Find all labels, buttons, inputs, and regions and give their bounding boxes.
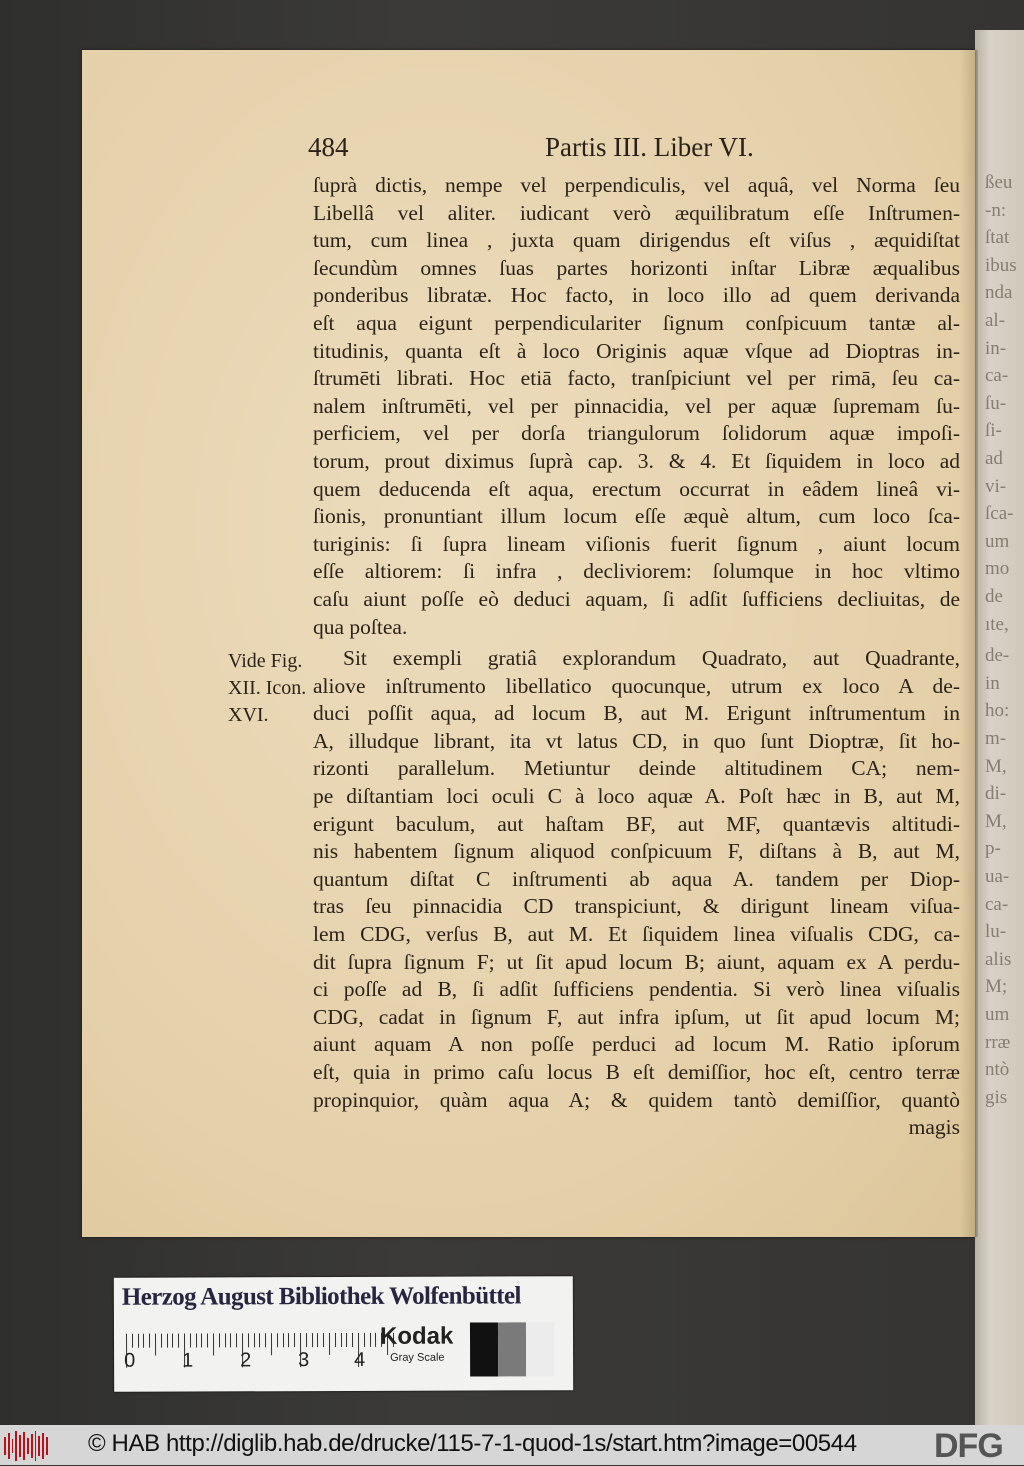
bleed-fragment: m- [985, 728, 1007, 749]
text-line: tum, cum linea , juxta quam dirigendus eſt viſus , æquidiſtat [313, 228, 960, 253]
bleed-fragment: lu- [985, 921, 1007, 943]
bleed-fragment: ca- [985, 893, 1009, 915]
margin-note-line: Vide Fig. [228, 650, 303, 672]
text-line: A, illudque librant, ita vt latus CD, in quo ſunt Dioptræ, ſit ho- [313, 728, 960, 753]
ruler-tick [190, 1334, 191, 1348]
library-name: Herzog August Bibliothek Wolfenbüttel [121, 1282, 521, 1311]
bleed-fragment: ſu- [985, 392, 1007, 414]
text-line: quem deducenda eſt aqua, erectum occurrat in eâdem lineâ vi- [313, 476, 960, 501]
ruler-tick [329, 1333, 330, 1355]
bleed-fragment: mo [985, 558, 1010, 580]
bleed-fragment: ca- [985, 365, 1009, 387]
kodak-logo: Kodak [379, 1322, 454, 1350]
ruler-tick [323, 1333, 324, 1347]
text-line: turiginis: ſi ſupra lineam viſionis fuerit ſignum , aiunt locum [313, 531, 960, 556]
body-text [313, 172, 960, 1142]
logo-bar [46, 1437, 48, 1455]
ruler-tick [271, 1333, 272, 1355]
bleed-fragment: alis [985, 948, 1012, 970]
text-line: ponderibus libratæ. Hoc facto, in loco illo ad quem derivanda [313, 283, 960, 308]
text-line: propinquior, quàm aqua A; & quidem tantò demiſſior, quantò [313, 1087, 960, 1112]
running-head: Partis III. Liber VI. [545, 132, 754, 162]
ruler-tick [265, 1333, 266, 1347]
bleed-fragment: ſca- [985, 503, 1014, 525]
logo-bar [15, 1431, 17, 1461]
bleed-fragment: um [985, 1004, 1010, 1025]
ruler-number: 1 [182, 1349, 194, 1372]
text-line: torum, prout diximus ſuprà cap. 3. & 4. Et ſiquidem in loco ad [313, 448, 960, 473]
bleed-fragment: M, [985, 810, 1007, 832]
text-line: caſu aiunt poſſe eò deduci aquam, ſi adſit ſufficiens decliuitas, de [313, 586, 960, 611]
text-line: dit ſupra ſignum F; ut ſit apud locum B; aiunt, aquam ex A perdu- [313, 949, 960, 974]
bleed-fragment: vi- [985, 475, 1007, 497]
bleed-fragment: p- [985, 838, 1001, 860]
bleed-fragment: ibus [985, 254, 1017, 276]
text-line: magis [908, 1115, 960, 1140]
ruler-tick [335, 1333, 336, 1347]
ruler-tick [277, 1333, 278, 1347]
text-line: nis habentem ſignum aliquod conſpicuum F, diſtans à B, aut M, [313, 839, 960, 864]
bleed-fragment: rræ [985, 1031, 1011, 1053]
text-line: lem CDG, verſus B, aut M. Et ſiquidem linea viſualis CDG, ca- [313, 922, 960, 947]
margin-note [228, 648, 306, 729]
text-line: erigunt baculum, aut haſtam BF, aut MF, quantævis altitudi- [313, 811, 960, 836]
text-line: nalem inſtrumēti, vel per pinnacidia, vel per aquæ ſupremam ſu- [313, 393, 960, 418]
ruler-tick [288, 1333, 289, 1347]
ruler-tick [149, 1334, 150, 1348]
text-line: aiunt aquam A non poſſe perduci ad locum M. Ratio ipſorum [313, 1032, 960, 1057]
bleed-fragment: um [985, 530, 1010, 552]
text-line: eſt aqua eigunt perpendiculariter ſignum conſpicuum tantæ al- [313, 310, 960, 335]
bleed-fragment: ntò [985, 1059, 1010, 1081]
bleed-fragment: di- [985, 783, 1007, 805]
ruler-tick [364, 1333, 365, 1347]
bleed-fragment: ıte, [985, 613, 1009, 635]
text-line: ſecundùm omnes ſuas partes horizonti inſtar Libræ æqualibus [313, 255, 960, 280]
ruler-tick [143, 1334, 144, 1348]
logo-bar [42, 1433, 44, 1459]
text-line: eſſe altiorem: ſi infra , decliviorem: ſolumque in hoc vltimo [313, 559, 960, 584]
ruler-tick [161, 1334, 162, 1348]
logo-bar [35, 1431, 37, 1461]
ruler-tick [341, 1333, 342, 1347]
ruler-tick [167, 1334, 168, 1348]
ruler-tick [230, 1333, 231, 1347]
ruler-number: 2 [240, 1349, 252, 1372]
page-header [308, 132, 968, 166]
text-line: ſtrumēti librati. Hoc etiā facto, tranſpiciunt vel per rimā, ſeu ca- [313, 366, 960, 391]
text-line: Sit exempli gratiâ explorandum Quadrato, aut Quadrante, [343, 646, 960, 671]
logo-bar [38, 1436, 40, 1456]
ruler-tick [132, 1334, 133, 1348]
text-line: perficiem, vel per dorſa triangulorum ſolidorum aquæ impoſi- [313, 421, 960, 446]
ruler-tick [201, 1333, 202, 1347]
ruler-tick [225, 1333, 226, 1347]
bleed-fragment: M; [985, 976, 1008, 998]
source-link[interactable]: © HAB http://diglib.hab.de/drucke/115-7-1-quod-1s/start.htm?image=00544 [88, 1430, 857, 1457]
page-number: 484 [308, 132, 349, 162]
ruler-tick [259, 1333, 260, 1347]
bleed-fragment: gis [985, 1086, 1008, 1108]
ruler-tick [236, 1333, 237, 1347]
margin-note-line: XII. Icon. [228, 677, 307, 699]
text-line: titudinis, quanta eſt à loco Originis aquæ vſque ad Dioptras in- [313, 338, 960, 363]
bleed-fragment: in- [985, 337, 1007, 359]
logo-bar [4, 1437, 6, 1455]
ruler-tick [352, 1333, 353, 1347]
ruler-tick [283, 1333, 284, 1347]
logo-bar [23, 1432, 25, 1460]
bleed-fragment: nda [985, 282, 1013, 304]
bleed-fragment: M, [985, 755, 1007, 777]
text-line: quantum diſtat C inſtrumenti ab aqua A. tandem per Diop- [313, 866, 960, 891]
ruler-tick [178, 1334, 179, 1348]
ruler-tick [213, 1333, 214, 1355]
ruler-tick [207, 1333, 208, 1347]
text-line: qua poſtea. [313, 614, 408, 639]
text-line: ſionis, pronuntiant illum locum eſſe æquè altum, cum loco ſca- [313, 504, 960, 529]
bleed-fragment: ua- [985, 866, 1010, 887]
ruler-tick [312, 1333, 313, 1347]
text-line: aliove inſtrumento libellatico quocunque, utrum ex loco A de- [313, 673, 960, 698]
dfg-logo: DFG [934, 1427, 1003, 1465]
ruler-tick [306, 1333, 307, 1347]
bleed-fragment: ad [985, 448, 1003, 469]
ruler-tick [248, 1333, 249, 1347]
ruler-tick [370, 1333, 371, 1347]
text-line: rizonti parallelum. Metiuntur deinde altitudinem CA; nem- [313, 756, 960, 781]
ruler-number: 4 [354, 1348, 366, 1371]
text-line: tras ſeu pinnacidia CD transpiciunt, & dirigunt lineam viſua- [313, 894, 960, 919]
bleed-fragment: al- [985, 310, 1006, 331]
text-line: CDG, cadat in ſignum F, aut infra ipſum, ut ſit apud locum M; [313, 1004, 960, 1029]
ruler-tick [294, 1333, 295, 1347]
text-line: duci poſſit aqua, ad locum B, aut M. Erigunt inſtrumentum in [313, 701, 960, 726]
bleed-fragment: ſi- [985, 420, 1002, 442]
logo-bar [12, 1439, 14, 1453]
gray-swatch-black [470, 1322, 498, 1376]
hab-logo-icon [4, 1431, 48, 1461]
ruler-tick [317, 1333, 318, 1347]
footer-bar [0, 1425, 1024, 1465]
ruler-tick [219, 1333, 220, 1347]
ruler-number: 3 [298, 1349, 310, 1372]
text-line: ſuprà dictis, nempe vel perpendiculis, vel aquâ, vel Norma ſeu [313, 173, 960, 197]
gray-scale-label: Gray Scale [390, 1351, 445, 1364]
ruler-tick [254, 1333, 255, 1347]
ruler-tick [375, 1333, 376, 1347]
bleed-fragment: de [985, 586, 1003, 607]
logo-bar [8, 1433, 10, 1459]
ruler-number: 0 [124, 1349, 136, 1372]
color-reference-card [114, 1276, 573, 1392]
ruler-tick [155, 1334, 156, 1356]
ruler-tick [346, 1333, 347, 1347]
gray-swatch-mid [498, 1322, 526, 1376]
text-line: Libellâ vel aliter. iudicant verò æquilibratum eſſe Inſtrumen- [313, 200, 960, 225]
bleed-fragment: -n: [985, 199, 1007, 221]
bleed-fragment: de- [985, 645, 1010, 667]
gray-swatch-white [526, 1322, 554, 1376]
bleed-fragment: ho: [985, 700, 1010, 722]
ruler-tick [138, 1334, 139, 1348]
ruler-tick [172, 1334, 173, 1348]
page-gutter-shadow [960, 50, 978, 1237]
logo-bar [31, 1434, 33, 1458]
bleed-fragment: ßeu [985, 172, 1013, 193]
bleed-fragment: ſtat [985, 227, 1010, 249]
text-line: eſt, quia in primo caſu locus B eſt demiſſior, hoc eſt, centro terræ [313, 1060, 960, 1084]
logo-bar [19, 1435, 21, 1457]
ruler-tick [196, 1334, 197, 1348]
margin-note-line: XVI. [228, 704, 269, 726]
logo-bar [27, 1438, 29, 1454]
text-line: pe diſtantiam loci oculi C à loco aquæ A. Poſt hæc in B, aut M, [313, 784, 960, 809]
bleed-fragment: in [985, 672, 1000, 694]
text-line: ci poſſe ad B, ſi adſit ſufficiens pendentia. Si verò linea viſualis [313, 977, 960, 1002]
